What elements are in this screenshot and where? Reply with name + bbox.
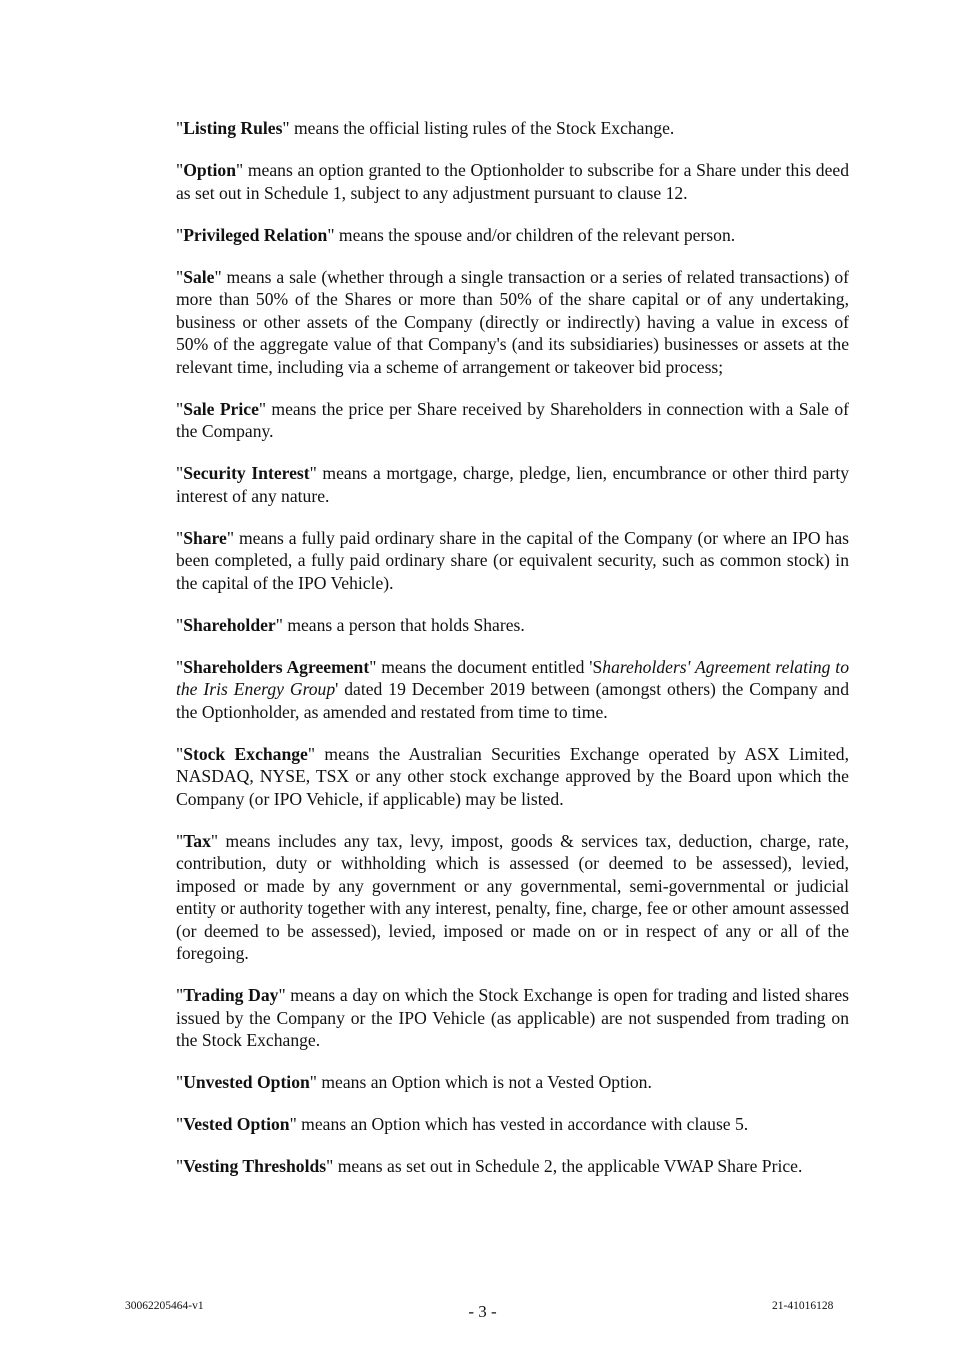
definition-share: "Share" means a fully paid ordinary share in the capital of the Company (or where an IPO has been completed, a fully paid ordinary share (or equivalent security, such as common stock) in the capital of the IPO Vehicle). (176, 527, 849, 593)
definition-text: " means an option granted to the Optionholder to subscribe for a Share under this deed as set out in Schedule 1, subject to any adjustment pursuant to clause 12. (176, 160, 849, 203)
definition-text: " means a person that holds Shares. (275, 614, 525, 635)
definition-option: "Option" means an option granted to the Optionholder to subscribe for a Share under this deed as set out in Schedule 1, subject to any adjustment pursuant to clause 12. (176, 160, 849, 203)
definition-term: Shareholders Agreement (183, 656, 370, 677)
definition-security-interest: "Security Interest" means a mortgage, charge, pledge, lien, encumbrance or other third party interest of any nature. (176, 463, 850, 506)
agreement-title: hareholders' Agreement relating to the Iris Energy Group (176, 656, 849, 699)
definition-text: " means the price per Share received by Shareholders in connection with a Sale of the Company. (176, 398, 849, 441)
definition-term: Sale (183, 266, 215, 287)
definition-text: ' dated 19 December 2019 between (amongst others) the Company and the Optionholder, as amended and restated from time to time. (176, 679, 849, 722)
definition-term: Stock Exchange (183, 743, 308, 764)
definition-term: Shareholder (183, 614, 276, 635)
definition-term: Vesting Thresholds (183, 1156, 327, 1176)
document-body (176, 117, 849, 1197)
definition-text: " means as set out in Schedule 2, the applicable VWAP Share Price. (326, 1156, 803, 1176)
definition-shareholders-agreement: "Shareholders Agreement" means the document entitled 'Shareholders' Agreement relating to the Iris Energy Group' dated 19 December 2019 between (amongst others) the Company and the Optionholder, as amended and restated from time to time. (176, 656, 849, 722)
definition-vested-option: "Vested Option" means an Option which has vested in accordance with clause 5. (176, 1114, 749, 1134)
footer-document-id: 30062205464-v1 (125, 1300, 204, 1312)
definition-vesting-thresholds: "Vesting Thresholds" means as set out in Schedule 2, the applicable VWAP Share Price. (176, 1156, 803, 1176)
definition-text: " means a mortgage, charge, pledge, lien, encumbrance or other third party interest of any nature. (176, 463, 850, 506)
definition-term: Sale Price (183, 398, 259, 419)
definition-term: Share (183, 527, 227, 548)
definition-text: " means a day on which the Stock Exchange is open for trading and listed shares issued by the Company or the IPO Vehicle (as applicable) are not suspended from trading on the Stock Exchange. (176, 985, 849, 1050)
definition-term: Option (183, 160, 236, 180)
definition-text: " means the document entitled 'S (369, 656, 603, 677)
definition-term: Security Interest (183, 463, 310, 483)
definition-term: Trading Day (183, 985, 279, 1005)
definition-term: Unvested Option (183, 1072, 310, 1092)
definition-text: " means a fully paid ordinary share in the capital of the Company (or where an IPO has been completed, a fully paid ordinary share (or equivalent security, such as common stock) in the capital of the IPO Vehicle). (176, 527, 849, 593)
definition-tax: "Tax" means includes any tax, levy, impost, goods & services tax, deduction, charge, rate, contribution, duty or withholding which is assessed (or deemed to be assessed), levied, imposed or made by any government or any governmental, semi-governmental or judicial entity or authority together with any interest, penalty, fine, charge, fee or other amount assessed (or deemed to be assessed), levied, imposed or made on or in respect of any or all of the foregoing. (176, 830, 849, 963)
definition-term: Privileged Relation (183, 224, 328, 245)
definition-text: " means includes any tax, levy, impost, goods & services tax, deduction, charge, rate, contribution, duty or withholding which is assessed (or deemed to be assessed), levied, imposed or made by any government or any governmental, semi-governmental or judicial entity or authority together with any interest, penalty, fine, charge, fee or other amount assessed (or deemed to be assessed), levied, imposed or made on or in respect of any or all of the foregoing. (176, 830, 849, 963)
definition-stock-exchange: "Stock Exchange" means the Australian Securities Exchange operated by ASX Limited, NASDAQ, NYSE, TSX or any other stock exchange approved by the Board upon which the Company (or IPO Vehicle, if applicable) may be listed. (176, 743, 850, 809)
definition-text: " means the spouse and/or children of the relevant person. (327, 224, 736, 245)
definition-trading-day: "Trading Day" means a day on which the Stock Exchange is open for trading and listed shares issued by the Company or the IPO Vehicle (as applicable) are not suspended from trading on the Stock Exchange. (176, 985, 849, 1050)
definition-shareholder: "Shareholder" means a person that holds Shares. (176, 614, 525, 635)
definition-term: Listing Rules (183, 118, 283, 138)
definition-text: " means an Option which has vested in accordance with clause 5. (289, 1114, 749, 1134)
definition-text: " means the official listing rules of the Stock Exchange. (282, 118, 675, 138)
footer-reference: 21-41016128 (772, 1300, 834, 1312)
definition-listing-rules: "Listing Rules" means the official listing rules of the Stock Exchange. (176, 118, 675, 138)
definition-term: Tax (183, 830, 211, 851)
definition-unvested-option: "Unvested Option" means an Option which is not a Vested Option. (176, 1072, 652, 1092)
definition-text: " means the Australian Securities Exchange operated by ASX Limited, NASDAQ, NYSE, TSX or any other stock exchange approved by the Board upon which the Company (or IPO Vehicle, if applicable) may be listed. (176, 743, 850, 809)
definition-privileged-relation: "Privileged Relation" means the spouse and/or children of the relevant person. (176, 224, 736, 245)
definition-text: " means a sale (whether through a single transaction or a series of related transactions) of more than 50% of the Shares or more than 50% of the share capital or of any undertaking, business or other assets of the Company (directly or indirectly) having a value in excess of 50% of the aggregate value of that Company's (and its subsidiaries) businesses or assets at the relevant time, including via a scheme of arrangement or takeover bid process; (176, 266, 849, 377)
definition-sale-price: "Sale Price" means the price per Share received by Shareholders in connection with a Sale of the Company. (176, 398, 849, 441)
definition-sale: "Sale" means a sale (whether through a single transaction or a series of related transactions) of more than 50% of the Shares or more than 50% of the share capital or of any undertaking, business or other assets of the Company (directly or indirectly) having a value in excess of 50% of the aggregate value of that Company's (and its subsidiaries) businesses or assets at the relevant time, including via a scheme of arrangement or takeover bid process; (176, 266, 849, 377)
footer-page-number: - 3 - (468, 1302, 497, 1321)
definition-term: Vested Option (183, 1114, 290, 1134)
definition-text: " means an Option which is not a Vested Option. (309, 1072, 652, 1092)
